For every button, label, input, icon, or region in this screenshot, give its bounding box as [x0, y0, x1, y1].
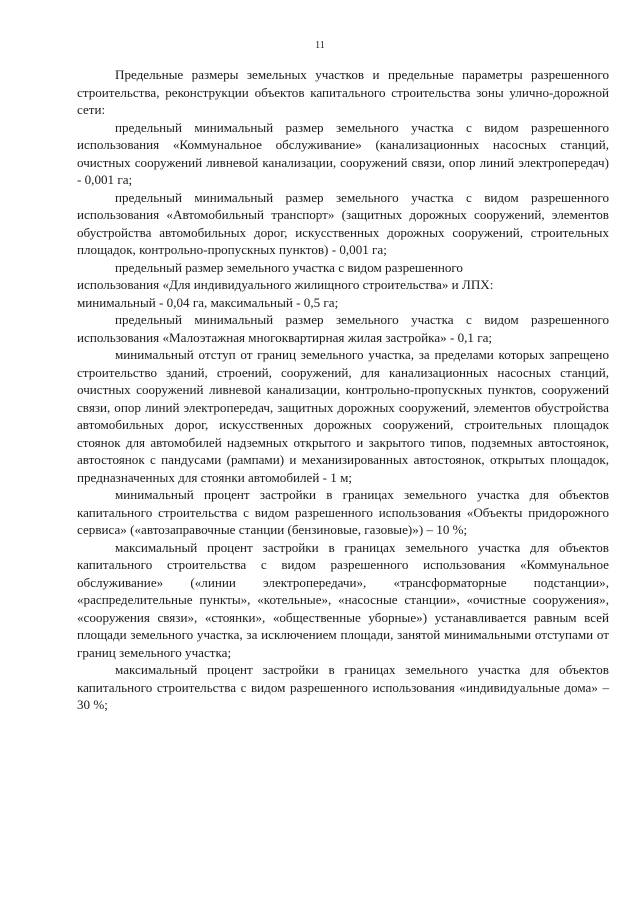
paragraph-min-setback: минимальный отступ от границ земельного участка, за пределами которых запрещено строительство зданий, строений, сооружений, для канализационных насосных станций, очистных сооружений ливневой канализации, контрольно-пропускных пунктов, сооружений связи, опор линий электропередач, защитных дорожных сооружений, элементов обустройства автомобильных дорог, искусственных дорожных сооружений, строительных площадок стоянок для автомобилей надземных открытого и закрытого типов, подземных автостоянок, автостоянок с пандусами (рампами) и механизированных автостоянок, открытых площадок, предназначенных для стоянки автомобилей - 1 м;: [77, 347, 609, 485]
paragraph-auto-transport-min-size: предельный минимальный размер земельного участка с видом разрешенного использования «Автомобильный транспорт» (защитных дорожных сооружений, элементов обустройства автомобильных дорог, искусственных дорожных сооружений, строительных площадок, контрольно-пропускных пунктов) - 0,001 га;: [77, 189, 609, 257]
paragraph-communal-min-size: предельный минимальный размер земельного участка с видом разрешенного использования «Коммунальное обслуживание» (канализационных насосных станций, очистных сооружений ливневой канализации, сооружений связи, опор линий электропередач) - 0,001 га;: [77, 119, 609, 187]
page-number: 11: [315, 40, 325, 51]
paragraph-individual-houses-max-percent: максимальный процент застройки в границах земельного участка для объектов капитального строительства с видом разрешенного использования «индивидуальные дома» – 30 %;: [77, 662, 609, 712]
paragraph-lowrise-min-size: предельный минимальный размер земельного участка с видом разрешенного использования «Малоэтажная многоквартирная жилая застройка» - 0,1 га;: [77, 312, 609, 345]
document-body: [77, 66, 609, 714]
paragraph-individual-housing-size: [77, 259, 609, 312]
paragraph-communal-max-percent: максимальный процент застройки в границах земельного участка для объектов капитального строительства с видом разрешенного использования «Коммунальное обслуживание» («линии электропередачи», «трансформаторные подстанции», «распределительные пункты», «котельные», «насосные станции», «очистные сооружения», «сооружения связи», «стоянки», «общественные уборные») устанавливается равным всей площади земельного участка, за исключением площади, занятой минимальными отступами от границ земельного участка;: [77, 539, 609, 660]
paragraph-intro: Предельные размеры земельных участков и предельные параметры разрешенного строительства, реконструкции объектов капитального строительства зоны улично-дорожной сети:: [77, 67, 609, 117]
paragraph-line: предельный размер земельного участка с видом разрешенного: [115, 259, 463, 275]
paragraph-roadside-min-percent: минимальный процент застройки в границах земельного участка для объектов капитального строительства с видом разрешенного использования «Объекты придорожного сервиса» («автозаправочные станции (бензиновые, газовые)») – 10 %;: [77, 487, 609, 537]
paragraph-line: использования «Для индивидуального жилищного строительства» и ЛПХ:: [77, 277, 494, 292]
paragraph-line: минимальный - 0,04 га, максимальный - 0,5 га;: [77, 294, 339, 310]
